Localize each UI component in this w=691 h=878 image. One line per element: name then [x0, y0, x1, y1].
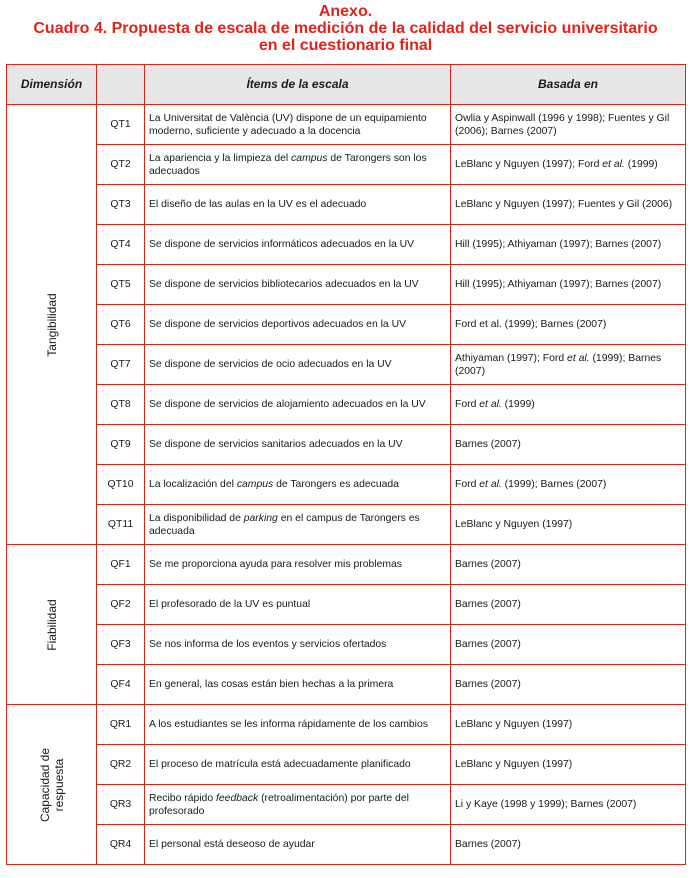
dimension-label-line-1: Capacidad de [37, 747, 52, 822]
item-code: QT5 [97, 265, 145, 305]
annex-label: Anexo. [318, 3, 373, 20]
item-text: El profesorado de la UV es puntual [145, 585, 451, 625]
item-code: QF4 [97, 665, 145, 705]
item-text: Se nos informa de los eventos y servicios ofertados [145, 625, 451, 665]
table-row [7, 185, 686, 225]
item-source: Ford et al. (1999); Barnes (2007) [451, 305, 686, 345]
item-text: Se dispone de servicios de alojamiento adecuados en la UV [145, 385, 451, 425]
item-text: Se dispone de servicios deportivos adecuados en la UV [145, 305, 451, 345]
dimension-label: Fiabilidad [44, 598, 59, 651]
item-text: Se dispone de servicios sanitarios adecuados en la UV [145, 425, 451, 465]
table-row [7, 145, 686, 185]
item-code: QT4 [97, 225, 145, 265]
header-code [97, 65, 145, 105]
item-source: Li y Kaye (1998 y 1999); Barnes (2007) [451, 785, 686, 825]
item-text: La localización del campus de Tarongers es adecuada [145, 465, 451, 505]
item-source: Barnes (2007) [451, 585, 686, 625]
table-row [7, 505, 686, 545]
dimension-label [38, 747, 66, 821]
header-dimension: Dimensión [7, 65, 97, 105]
table-row [7, 465, 686, 505]
header-based-on: Basada en [451, 65, 686, 105]
scale-table [6, 64, 686, 865]
item-code: QR3 [97, 785, 145, 825]
item-source: Hill (1995); Athiyaman (1997); Barnes (2007) [451, 265, 686, 305]
item-source: Barnes (2007) [451, 545, 686, 585]
item-text: La disponibilidad de parking en el campus de Tarongers es adecuada [145, 505, 451, 545]
item-source: Ford et al. (1999); Barnes (2007) [451, 465, 686, 505]
item-source: Barnes (2007) [451, 425, 686, 465]
table-row [7, 385, 686, 425]
item-source: LeBlanc y Nguyen (1997) [451, 705, 686, 745]
dimension-label: Tangibilidad [44, 292, 59, 357]
item-text: El diseño de las aulas en la UV es el adecuado [145, 185, 451, 225]
table-row [7, 545, 686, 585]
table-row [7, 665, 686, 705]
item-source: LeBlanc y Nguyen (1997); Fuentes y Gil (2006) [451, 185, 686, 225]
item-source: Hill (1995); Athiyaman (1997); Barnes (2007) [451, 225, 686, 265]
item-code: QF1 [97, 545, 145, 585]
item-source: Barnes (2007) [451, 825, 686, 865]
table-row [7, 585, 686, 625]
table-row [7, 745, 686, 785]
table-title-line-2: en el cuestionario final [258, 37, 433, 54]
item-source: LeBlanc y Nguyen (1997) [451, 505, 686, 545]
item-text: Se dispone de servicios bibliotecarios adecuados en la UV [145, 265, 451, 305]
item-code: QT9 [97, 425, 145, 465]
item-code: QF2 [97, 585, 145, 625]
item-code: QT11 [97, 505, 145, 545]
table-row [7, 225, 686, 265]
table-title-line-1: Cuadro 4. Propuesta de escala de medición de la calidad del servicio universitario [33, 20, 658, 37]
item-code: QT1 [97, 105, 145, 145]
dimension-cell-fiabilidad [7, 545, 97, 705]
item-code: QR4 [97, 825, 145, 865]
table-row [7, 705, 686, 745]
item-code: QT10 [97, 465, 145, 505]
item-code: QR1 [97, 705, 145, 745]
item-text: El proceso de matrícula está adecuadamente planificado [145, 745, 451, 785]
dimension-label-line-2: respuesta [51, 758, 66, 811]
item-source: Athiyaman (1997); Ford et al. (1999); Barnes (2007) [451, 345, 686, 385]
item-text: A los estudiantes se les informa rápidamente de los cambios [145, 705, 451, 745]
item-code: QT7 [97, 345, 145, 385]
item-text: La apariencia y la limpieza del campus de Tarongers son los adecuados [145, 145, 451, 185]
table-row [7, 105, 686, 145]
table-caption [0, 0, 691, 60]
item-text: Se dispone de servicios de ocio adecuados en la UV [145, 345, 451, 385]
header-row [7, 65, 686, 105]
item-code: QT3 [97, 185, 145, 225]
item-text: En general, las cosas están bien hechas a la primera [145, 665, 451, 705]
item-code: QT8 [97, 385, 145, 425]
item-code: QF3 [97, 625, 145, 665]
header-items: Ítems de la escala [145, 65, 451, 105]
item-source: LeBlanc y Nguyen (1997); Ford et al. (1999) [451, 145, 686, 185]
item-source: Barnes (2007) [451, 625, 686, 665]
item-code: QT2 [97, 145, 145, 185]
item-source: Owlia y Aspinwall (1996 y 1998); Fuentes y Gil (2006); Barnes (2007) [451, 105, 686, 145]
table-row [7, 825, 686, 865]
dimension-cell-tangibilidad [7, 105, 97, 545]
item-text: Se me proporciona ayuda para resolver mis problemas [145, 545, 451, 585]
item-text: Se dispone de servicios informáticos adecuados en la UV [145, 225, 451, 265]
table-row [7, 345, 686, 385]
item-text: El personal está deseoso de ayudar [145, 825, 451, 865]
table-row [7, 305, 686, 345]
table-row [7, 785, 686, 825]
item-source: Barnes (2007) [451, 665, 686, 705]
item-text: Recibo rápido feedback (retroalimentación) por parte del profesorado [145, 785, 451, 825]
item-source: Ford et al. (1999) [451, 385, 686, 425]
table-row [7, 425, 686, 465]
table-row [7, 625, 686, 665]
dimension-cell-capacidad-respuesta [7, 705, 97, 865]
item-text: La Universitat de València (UV) dispone de un equipamiento moderno, suficiente y adecuado a la docencia [145, 105, 451, 145]
item-source: LeBlanc y Nguyen (1997) [451, 745, 686, 785]
item-code: QT6 [97, 305, 145, 345]
item-code: QR2 [97, 745, 145, 785]
table-row [7, 265, 686, 305]
